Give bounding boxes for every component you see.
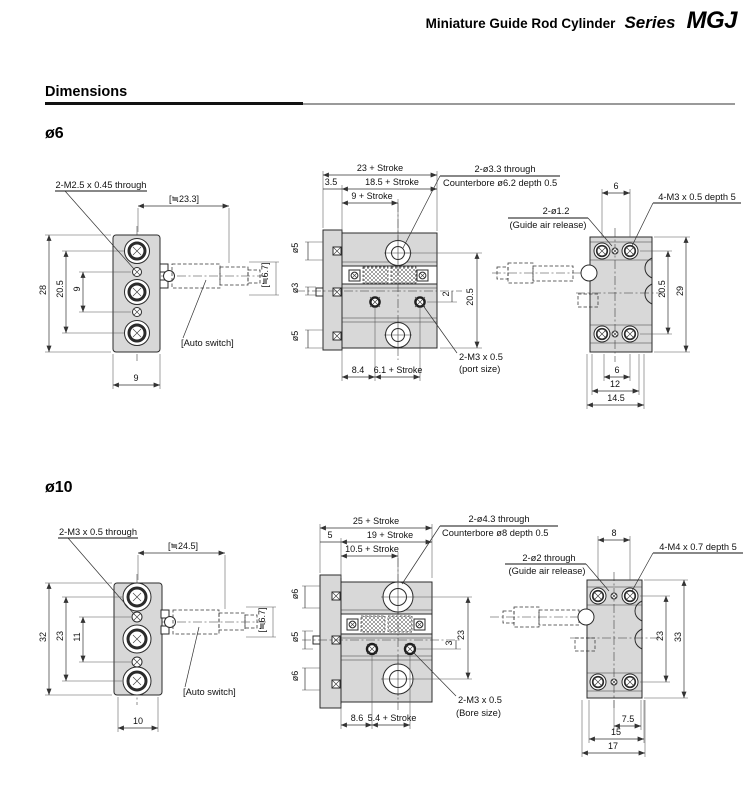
dim-hole-span: 23 (655, 630, 665, 642)
section-title: Dimensions (45, 84, 128, 100)
mgj10-side-view (490, 528, 743, 757)
auto-switch-label: [Auto switch] (183, 687, 236, 697)
mgj6-front-view (38, 180, 279, 389)
dim-hole-pitch: 11 (72, 632, 82, 642)
dim-c: 14.5 (607, 393, 625, 403)
dim-hole-span: 20.5 (657, 280, 667, 298)
dim-hole-distance: 9 + Stroke (351, 191, 393, 201)
counterbore-label-2: Counterbore ø8 depth 0.5 (442, 528, 549, 538)
bore-label-6: ø6 (45, 125, 64, 142)
counterbore-label-1: 2-ø3.3 through (474, 164, 536, 174)
counterbore-label-1: 2-ø4.3 through (468, 514, 530, 524)
switch-slot (388, 616, 412, 632)
front-thread-label: 2-M3 x 0.5 through (58, 527, 138, 537)
dim-width-span: 23 (456, 629, 466, 641)
auto-switch-leader (183, 280, 206, 338)
port-label-1: 2-M3 x 0.5 (458, 695, 502, 705)
side-thread-label: 4-M3 x 0.5 depth 5 (658, 192, 736, 202)
thread-leader (68, 538, 134, 614)
dim-body-length: 18.5 + Stroke (365, 177, 419, 187)
dim-hole-span: 23 (55, 630, 65, 642)
guide-bolt-holes (123, 583, 151, 695)
dim-body-length: 19 + Stroke (366, 530, 414, 540)
dia-guide-top: ø5 (290, 242, 300, 254)
dim-a: 6 (614, 365, 620, 375)
port-label-2: (Bore size) (456, 708, 501, 718)
dim-overall-length: 25 + Stroke (352, 516, 400, 526)
port-label-1: 2-M3 x 0.5 (459, 352, 503, 362)
dim-b: 15 (610, 727, 622, 737)
dim-hole-pitch-top: 6 (613, 181, 619, 191)
dia-guide-top: ø6 (290, 588, 300, 600)
mgj6-top-view (290, 163, 560, 381)
dim-hole-pitch-top: 8 (611, 528, 617, 538)
rule-gray-segment (303, 103, 735, 105)
guide-bolt-holes (125, 239, 150, 346)
dim-port-offset: 2 (441, 291, 451, 297)
dia-rod: ø3 (290, 282, 300, 294)
mgj6-side-view (492, 181, 741, 409)
page-header (426, 7, 737, 35)
dim-hole-distance: 10.5 + Stroke (345, 544, 399, 554)
counterbore-label-2: Counterbore ø6.2 depth 0.5 (443, 178, 558, 188)
auto-switch-leader (185, 627, 199, 687)
switch-slot (363, 267, 388, 283)
dim-c: 17 (607, 741, 619, 751)
dim-switch-height: [≒6.7] (260, 262, 270, 288)
dim-height: 32 (38, 631, 48, 643)
dim-width-span: 20.5 (465, 288, 475, 306)
dia-guide-bottom: ø6 (290, 670, 300, 682)
dia-guide-bottom: ø5 (290, 330, 300, 342)
dim-body-width: 10 (132, 716, 144, 726)
switch-slot (361, 616, 385, 632)
product-title: Miniature Guide Rod Cylinder (425, 16, 616, 31)
air-release-label-2: (Guide air release) (509, 220, 587, 230)
dim-a: 8.4 (351, 365, 365, 375)
dim-switch-height: [≒6.7] (257, 607, 267, 633)
dimensions-section-header (45, 84, 735, 105)
mgj10-top-view (290, 514, 558, 729)
dim-b: 5.4 + Stroke (367, 713, 417, 723)
dim-hole-span: 20.5 (55, 280, 65, 298)
dim-port-offset: 3 (444, 640, 454, 646)
air-release-label-2: (Guide air release) (508, 566, 586, 576)
dim-a: 8.6 (350, 713, 364, 723)
dim-height: 33 (673, 631, 683, 643)
dim-plate-thickness: 5 (327, 530, 333, 540)
dim-height: 29 (675, 285, 685, 297)
switch-mount-notch (581, 265, 597, 281)
air-release-label-1: 2-ø2 through (522, 553, 576, 563)
side-thread-label: 4-M4 x 0.7 depth 5 (659, 542, 737, 552)
dim-hole-pitch: 9 (72, 286, 82, 292)
section-rule (45, 102, 735, 105)
mgj6-drawing (0, 160, 750, 418)
dim-b: 12 (609, 379, 621, 389)
series-name: MGJ (686, 7, 737, 34)
auto-switch-label: [Auto switch] (181, 338, 234, 348)
dia-rod: ø5 (290, 631, 300, 643)
dim-body-width: 9 (133, 373, 139, 383)
mgj10-front-view (38, 527, 276, 732)
dim-b: 6.1 + Stroke (373, 365, 423, 375)
rule-dark-segment (45, 102, 303, 105)
dim-overall-length: 23 + Stroke (356, 163, 404, 173)
dim-approx-length: [≒24.5] (167, 541, 199, 551)
switch-slot (391, 267, 416, 283)
port-label-2: (port size) (459, 364, 501, 374)
dim-plate-thickness: 3.5 (324, 177, 338, 187)
bore-label-10: ø10 (45, 479, 73, 496)
dim-a: 7.5 (621, 714, 635, 724)
series-prefix: Series (624, 13, 676, 32)
dim-height: 28 (38, 284, 48, 296)
front-thread-label: 2-M2.5 x 0.45 through (55, 180, 147, 190)
mgj10-drawing (0, 505, 750, 765)
thread-leader (65, 191, 134, 269)
dim-approx-length: [≒23.3] (168, 194, 200, 204)
switch-mount-notch (578, 609, 594, 625)
air-release-label-1: 2-ø1.2 (542, 206, 570, 216)
